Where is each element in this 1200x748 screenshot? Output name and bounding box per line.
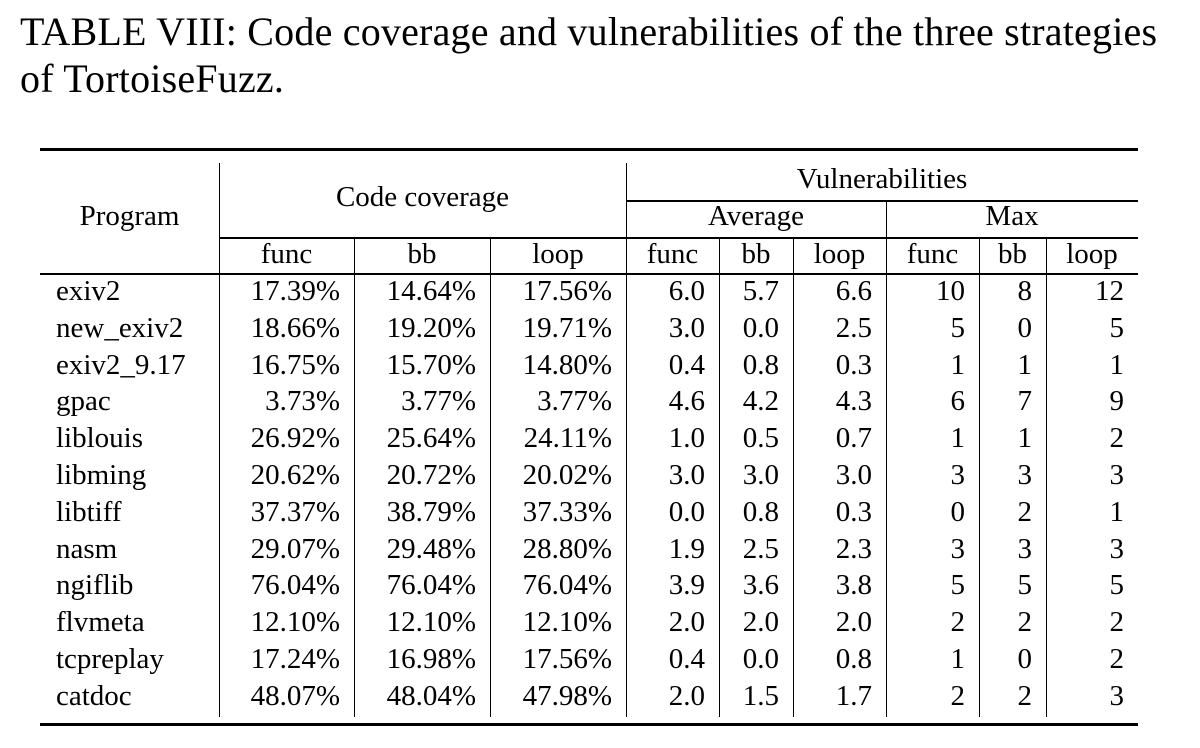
cell-avg: 0.3 <box>835 495 872 528</box>
cell-avg: 0.8 <box>835 643 872 675</box>
cell-avg: 3.0 <box>835 459 872 491</box>
cell-avg: 3.8 <box>835 569 872 602</box>
cell-max: 3 <box>950 532 965 565</box>
cell-cov: 37.33% <box>522 495 612 528</box>
row-program-name: exiv2_9.17 <box>56 348 186 381</box>
cell-avg: 0.3 <box>835 348 872 381</box>
cell-max: 1 <box>950 348 965 381</box>
cell-cov: 12.10% <box>386 606 476 639</box>
cell-cov: 48.04% <box>386 679 476 712</box>
cell-cov: 20.72% <box>386 459 476 491</box>
cell-max: 2 <box>1017 495 1032 528</box>
cell-avg: 0.8 <box>742 495 779 528</box>
cell-max: 5 <box>1109 311 1124 344</box>
cell-cov: 17.39% <box>250 275 340 307</box>
cell-max: 0 <box>950 495 965 528</box>
header-metric-cov: func <box>260 238 313 270</box>
cell-max: 2 <box>1109 606 1124 639</box>
cell-avg: 2.5 <box>835 311 872 344</box>
row-program-name: flvmeta <box>56 606 145 639</box>
cell-avg: 0.8 <box>742 348 779 381</box>
cell-max: 1 <box>950 422 965 455</box>
cell-avg: 0.5 <box>742 422 779 455</box>
cell-max: 5 <box>1017 569 1032 602</box>
cell-cov: 29.48% <box>386 532 476 565</box>
cell-cov: 17.56% <box>522 643 612 675</box>
cell-avg: 0.4 <box>668 643 705 675</box>
cell-cov: 12.10% <box>522 606 612 639</box>
cell-avg: 2.0 <box>835 606 872 639</box>
cell-avg: 2.3 <box>835 532 872 565</box>
cell-avg: 0.7 <box>835 422 872 455</box>
cell-cov: 14.64% <box>386 275 476 307</box>
cell-avg: 6.0 <box>668 275 705 307</box>
cell-max: 0 <box>1017 311 1032 344</box>
header-metric-avg: loop <box>813 238 866 270</box>
cell-avg: 3.0 <box>668 459 705 491</box>
cell-max: 5 <box>1109 569 1124 602</box>
row-program-name: catdoc <box>56 679 132 712</box>
cell-max: 5 <box>950 311 965 344</box>
cell-max: 1 <box>950 643 965 675</box>
cell-avg: 4.3 <box>835 385 872 418</box>
cell-cov: 17.24% <box>250 643 340 675</box>
header-vulnerabilities: Vulnerabilities <box>796 163 968 195</box>
row-program-name: new_exiv2 <box>56 311 184 344</box>
cell-cov: 29.07% <box>250 532 340 565</box>
cell-max: 2 <box>950 679 965 712</box>
cell-avg: 1.9 <box>668 532 705 565</box>
cell-max: 2 <box>1017 606 1032 639</box>
header-max: Max <box>985 200 1039 232</box>
cell-max: 3 <box>1109 532 1124 565</box>
cell-cov: 76.04% <box>250 569 340 602</box>
cell-cov: 24.11% <box>523 422 612 455</box>
cell-avg: 1.0 <box>668 422 705 455</box>
header-code-coverage: Code coverage <box>335 181 510 213</box>
header-metric-max: func <box>906 238 959 270</box>
header-metric-max: bb <box>998 238 1027 270</box>
header-metric-avg: func <box>646 238 699 270</box>
cell-cov: 38.79% <box>386 495 476 528</box>
cell-cov: 26.92% <box>250 422 340 455</box>
cell-cov: 25.64% <box>386 422 476 455</box>
cell-max: 7 <box>1017 385 1032 418</box>
cell-avg: 2.0 <box>742 606 779 639</box>
row-program-name: libtiff <box>56 495 122 528</box>
cell-max: 10 <box>936 275 965 307</box>
cell-max: 3 <box>1109 459 1124 491</box>
header-metric-avg: bb <box>741 238 771 270</box>
row-program-name: ngiflib <box>56 569 134 602</box>
cell-cov: 20.62% <box>250 459 340 491</box>
cell-max: 2 <box>950 606 965 639</box>
row-program-name: tcpreplay <box>56 643 164 675</box>
cell-max: 12 <box>1095 275 1124 307</box>
header-program: Program <box>79 200 180 232</box>
cell-max: 9 <box>1109 385 1124 418</box>
cell-max: 5 <box>950 569 965 602</box>
cell-max: 3 <box>950 459 965 491</box>
cell-cov: 19.20% <box>386 311 476 344</box>
row-program-name: libming <box>56 459 147 491</box>
cell-cov: 12.10% <box>250 606 340 639</box>
cell-avg: 2.0 <box>668 606 705 639</box>
cell-max: 3 <box>1017 459 1032 491</box>
cell-max: 6 <box>950 385 965 418</box>
cell-max: 2 <box>1109 422 1124 455</box>
cell-cov: 48.07% <box>250 679 340 712</box>
cell-avg: 0.0 <box>742 643 779 675</box>
cell-avg: 3.0 <box>668 311 705 344</box>
cell-max: 2 <box>1109 643 1124 675</box>
cell-max: 3 <box>1109 679 1124 712</box>
row-program-name: exiv2 <box>56 275 121 307</box>
cell-cov: 76.04% <box>522 569 612 602</box>
cell-avg: 4.6 <box>668 385 705 418</box>
cell-avg: 3.6 <box>742 569 779 602</box>
top-rule <box>40 148 1138 151</box>
cell-avg: 3.9 <box>668 569 705 602</box>
cell-max: 3 <box>1017 532 1032 565</box>
cell-cov: 3.77% <box>401 385 476 418</box>
row-program-name: liblouis <box>56 422 144 455</box>
header-metric-max: loop <box>1066 238 1118 270</box>
cell-max: 8 <box>1017 275 1032 307</box>
cell-cov: 19.71% <box>522 311 612 344</box>
header-metric-cov: loop <box>532 238 584 270</box>
header-average: Average <box>707 200 805 232</box>
cell-cov: 15.70% <box>386 348 476 381</box>
cell-cov: 28.80% <box>522 532 612 565</box>
cell-cov: 14.80% <box>522 348 612 381</box>
cell-max: 1 <box>1017 422 1032 455</box>
cell-avg: 0.0 <box>742 311 779 344</box>
table-caption: TABLE VIII: Code coverage and vulnerabilities of the three strategies of TortoiseFuzz. <box>20 9 1158 101</box>
cell-max: 1 <box>1109 348 1124 381</box>
cell-avg: 2.0 <box>668 679 705 712</box>
cell-cov: 16.98% <box>386 643 476 675</box>
cell-cov: 3.77% <box>537 385 612 418</box>
row-program-name: nasm <box>56 532 118 565</box>
bottom-rule <box>40 723 1138 726</box>
cell-max: 1 <box>1109 495 1124 528</box>
cell-cov: 16.75% <box>250 348 340 381</box>
cell-max: 0 <box>1017 643 1032 675</box>
cell-cov: 76.04% <box>386 569 476 602</box>
cell-cov: 37.37% <box>250 495 340 528</box>
cell-avg: 6.6 <box>835 275 872 307</box>
header-metric-cov: bb <box>407 238 437 270</box>
cell-max: 2 <box>1017 679 1032 712</box>
cell-avg: 1.5 <box>742 679 779 712</box>
row-program-name: gpac <box>56 385 111 418</box>
cell-avg: 0.4 <box>668 348 705 381</box>
cell-cov: 18.66% <box>250 311 340 344</box>
cell-cov: 17.56% <box>522 275 612 307</box>
cell-avg: 4.2 <box>742 385 779 418</box>
cell-avg: 0.0 <box>668 495 705 528</box>
cell-cov: 47.98% <box>522 679 612 712</box>
cell-avg: 2.5 <box>742 532 779 565</box>
cell-cov: 20.02% <box>522 459 612 491</box>
cell-max: 1 <box>1017 348 1032 381</box>
cell-avg: 5.7 <box>742 275 779 307</box>
cell-cov: 3.73% <box>265 385 340 418</box>
cell-avg: 1.7 <box>835 679 872 712</box>
cell-avg: 3.0 <box>742 459 779 491</box>
